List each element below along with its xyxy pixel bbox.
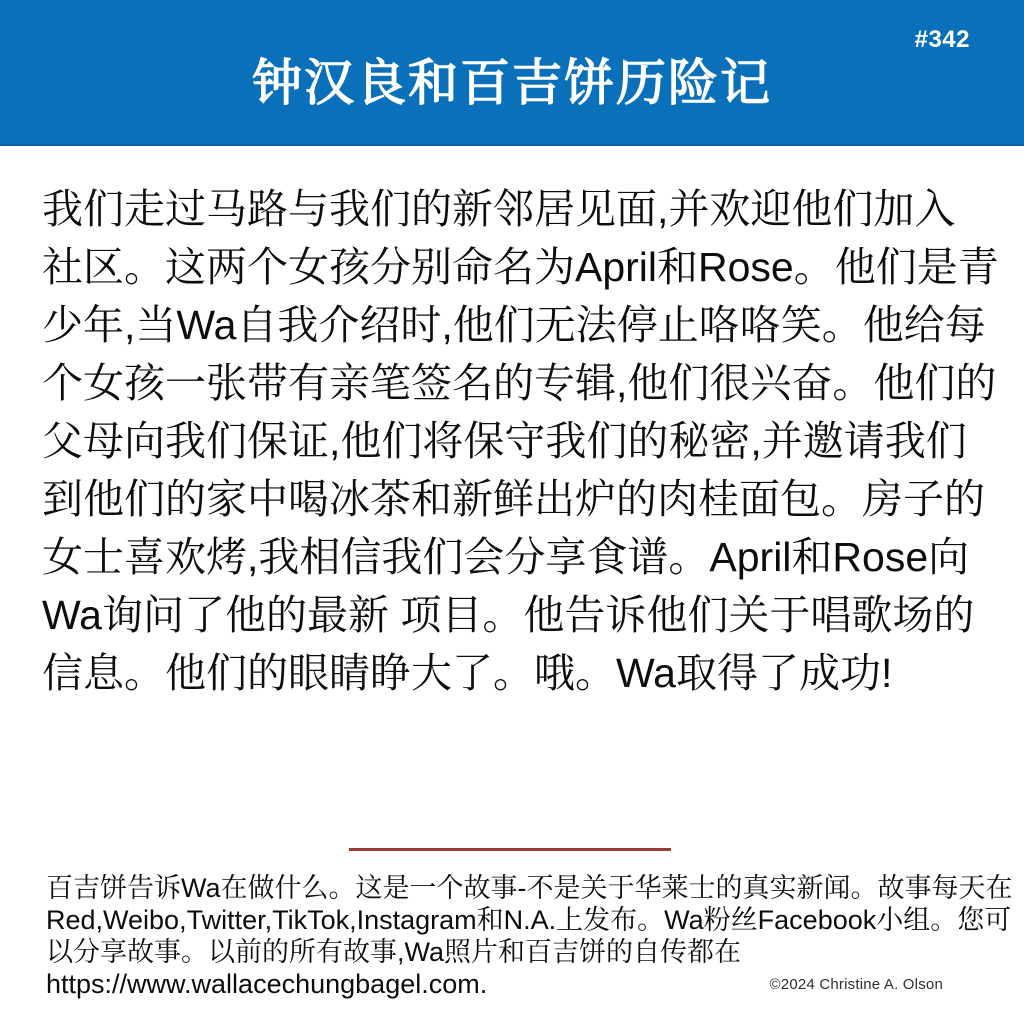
story-line: 女士喜欢烤,我相信我们会分享食谱。April和Rose向: [42, 534, 970, 580]
footer-line: 以分享故事。以前的所有故事,Wa照片和百吉饼的自传都在: [46, 937, 741, 967]
page-title: 钟汉良和百吉饼历险记: [252, 55, 772, 111]
story-line: 到他们的家中喝冰茶和新鲜出炉的肉桂面包。房子的: [42, 476, 985, 522]
header-banner: [0, 0, 1024, 146]
story-line: Wa询问了他的最新 项目。他告诉他们关于唱歌场的: [42, 592, 975, 638]
divider-line: [349, 848, 671, 851]
story-body: [42, 180, 1004, 702]
footer-line: 百吉饼告诉Wa在做什么。这是一个故事-不是关于华莱士的真实新闻。故事每天在: [46, 873, 1013, 903]
story-line: 少年,当Wa自我介绍时,他们无法停止咯咯笑。他给每: [42, 302, 986, 348]
footer-line: Red,Weibo,Twitter,TikTok,Instagram和N.A.上发布。Wa粉丝Facebook小组。您可: [46, 905, 1012, 935]
footer-url-line: https://www.wallacechungbagel.com.: [46, 969, 488, 999]
story-line: 个女孩一张带有亲笔签名的专辑,他们很兴奋。他们的: [42, 360, 997, 406]
story-line: 社区。这两个女孩分别命名为April和Rose。他们是青: [42, 244, 999, 290]
story-line: 父母向我们保证,他们将保守我们的秘密,并邀请我们: [42, 418, 967, 464]
copyright-text: ©2024 Christine A. Olson: [769, 976, 943, 993]
issue-number-badge: #342: [914, 26, 970, 53]
story-line: 我们走过马路与我们的新邻居见面,并欢迎他们加入: [42, 186, 956, 232]
story-line: 信息。他们的眼睛睁大了。哦。Wa取得了成功!: [42, 650, 893, 696]
